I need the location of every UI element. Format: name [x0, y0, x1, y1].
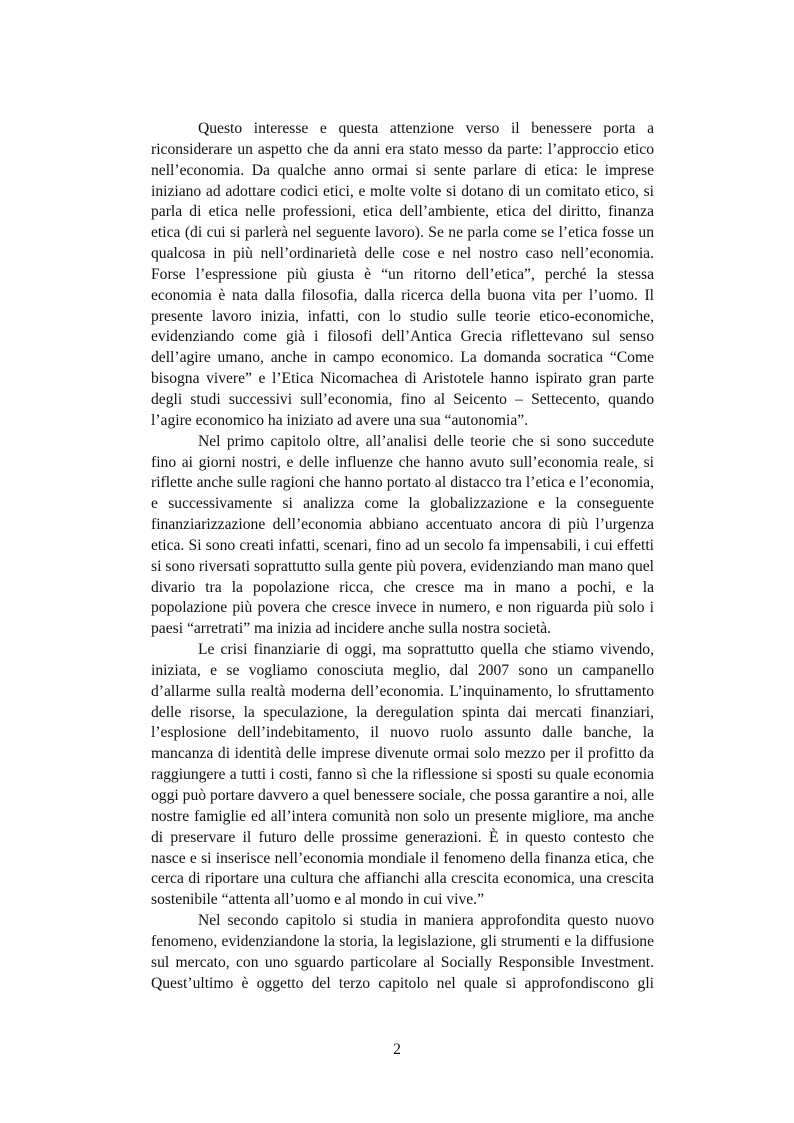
- paragraph-1: Questo interesse e questa attenzione verso il benessere porta a riconsiderare un aspetto che da anni era stato messo da parte: l’approccio etico nell’economia. Da qualche anno ormai si sente parlare di etica: le imprese iniziano ad adottare codici etici, e molte volte si dotano di un comitato etico, si parla di etica nelle professioni, etica dell’ambiente, etica del diritto, finanza etica (di cui si parlerà nel seguente lavoro). Se ne parla come se l’etica fosse un qualcosa in più nell’ordinarietà delle cose e nel nostro caso nell’economia. Forse l’espressione più giusta è “un ritorno dell’etica”, perché la stessa economia è nata dalla filosofia, dalla ricerca della buona vita per l’uomo. Il presente lavoro inizia, infatti, con lo studio sulle teorie etico-economiche, evidenziando come già i filosofi dell’Antica Grecia riflettevano sul senso dell’agire umano, anche in campo economico. La domanda socratica “Come bisogna vivere” e l’Etica Nicomachea di Aristotele hanno ispirato gran parte degli studi successivi sull’economia, fino al Seicento – Settecento, quando l’agire economico ha iniziato ad avere una sua “autonomia”.: [151, 120, 654, 429]
- paragraph-4: Nel secondo capitolo si studia in maniera approfondita questo nuovo fenomeno, evidenziandone la storia, la legislazione, gli strumenti e la diffusione sul mercato, con uno sguardo particolare al Socially Responsible Investment. Quest’ultimo è oggetto del terzo capitolo nel quale si approfondiscono gli: [151, 912, 654, 992]
- page-number: 2: [393, 1041, 401, 1058]
- paragraph-3: Le crisi finanziarie di oggi, ma soprattutto quella che stiamo vivendo, iniziata, e se vogliamo conosciuta meglio, dal 2007 sono un campanello d’allarme sulla realtà moderna dell’economia. L’inquinamento, lo sfruttamento delle risorse, la speculazione, la deregulation spinta dai mercati finanziari, l’esplosione dell’indebitamento, il nuovo ruolo assunto dalle banche, la mancanza di identità delle imprese divenute ormai solo mezzo per il profitto da raggiungere a tutti i costi, fanno sì che la riflessione si sposti su quale economia oggi può portare davvero a quel benessere sociale, che possa garantire a noi, alle nostre famiglie ed all’intera comunità non solo un presente migliore, ma anche di preservare il futuro delle prossime generazioni. È in questo contesto che nasce e si inserisce nell’economia mondiale il fenomeno della finanza etica, che cerca di riportare una cultura che affianchi alla crescita economica, una crescita sostenibile “attenta all’uomo e al mondo in cui vive.”: [151, 641, 654, 909]
- paragraph-2: Nel primo capitolo oltre, all’analisi delle teorie che si sono succedute fino ai giorni nostri, e delle influenze che hanno avuto sull’economia reale, si riflette anche sulle ragioni che hanno portato al distacco tra l’etica e l’economia, e successivamente si analizza come la globalizzazione e la conseguente finanziarizzazione dell’economia abbiano accentuato ancora di più l’urgenza etica. Si sono creati infatti, scenari, fino ad un secolo fa impensabili, i cui effetti si sono riversati soprattutto sulla gente più povera, evidenziando man mano quel divario tra la popolazione ricca, che cresce ma in mano a pochi, e la popolazione più povera che cresce invece in numero, e non riguarda più solo i paesi “arretrati” ma inizia ad incidere anche sulla nostra società.: [151, 432, 654, 638]
- body-text: [151, 119, 654, 994]
